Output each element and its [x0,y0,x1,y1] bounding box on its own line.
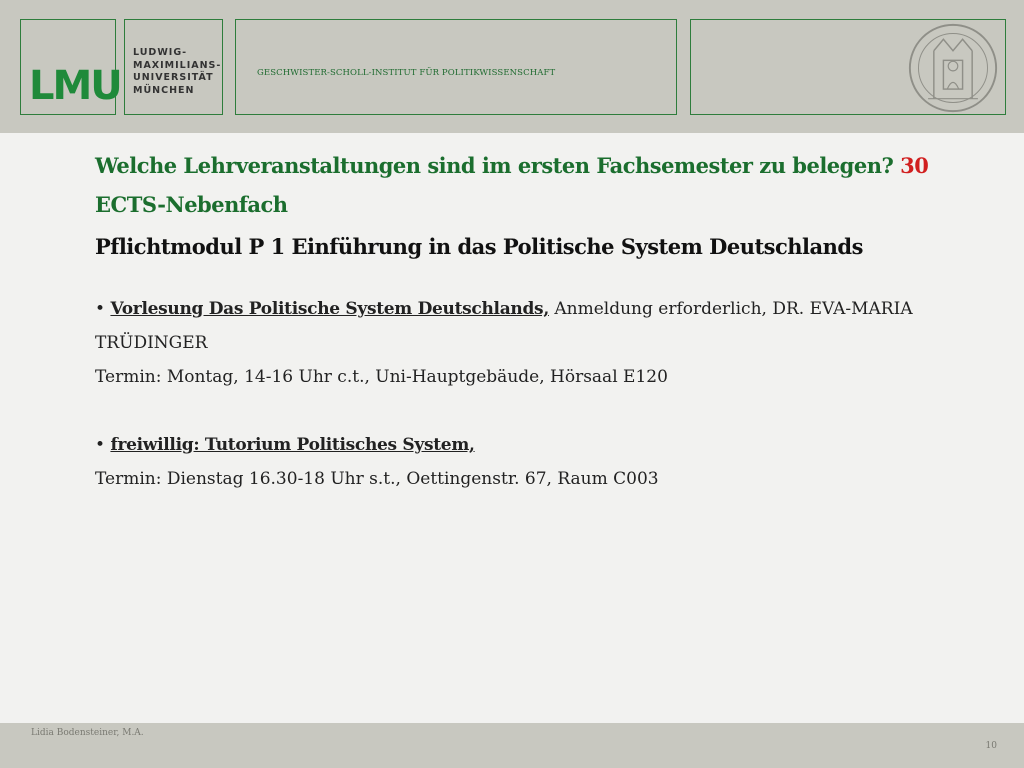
course-item-tutorial [95,428,995,496]
slide-header [0,0,1024,133]
module-heading: Pflichtmodul P 1 Einführung in das Politische System Deutschlands [95,234,863,259]
university-name [133,47,221,97]
seal-box [690,19,1006,115]
course-details: Anmeldung erforderlich, DR. EVA-MARIA TRÜDINGER [95,299,913,353]
university-name-line: LUDWIG- [133,47,188,58]
title-text: Welche Lehrveranstaltungen sind im ersten Fachsemester zu belegen? [95,153,901,178]
author-name: Lidia Bodensteiner, M.A. [31,728,144,738]
institute-name: GESCHWISTER-SCHOLL-INSTITUT FÜR POLITIKWISSENSCHAFT [257,68,556,78]
course-line [95,428,995,462]
bullet: • [95,299,106,319]
institute-box [235,19,677,115]
page-number: 10 [985,741,997,751]
course-title: freiwillig: Tutorium Politisches System, [110,435,475,455]
university-name-line: UNIVERSITÄT [133,72,214,83]
course-title: Vorlesung Das Politische System Deutschlands, [110,299,549,319]
slide-title [95,146,995,224]
lmu-logo: LMU [29,63,121,109]
course-termin: Termin: Montag, 14-16 Uhr c.t., Uni-Hauptgebäude, Hörsaal E120 [95,367,668,387]
course-line [95,292,995,360]
course-termin: Termin: Dienstag 16.30-18 Uhr s.t., Oettingenstr. 67, Raum C003 [95,469,659,489]
university-name-line: MAXIMILIANS- [133,59,222,71]
lmu-logo-box [20,19,121,115]
slide-footer [0,723,1024,768]
title-suffix: ECTS-Nebenfach [95,192,288,217]
slide-content [95,146,995,496]
ects-number: 30 [900,153,929,178]
course-item-lecture [95,292,995,394]
university-name-box [124,19,223,115]
university-seal-icon [905,22,1001,114]
bullet: • [95,435,106,455]
university-name-line: MÜNCHEN [133,84,195,96]
